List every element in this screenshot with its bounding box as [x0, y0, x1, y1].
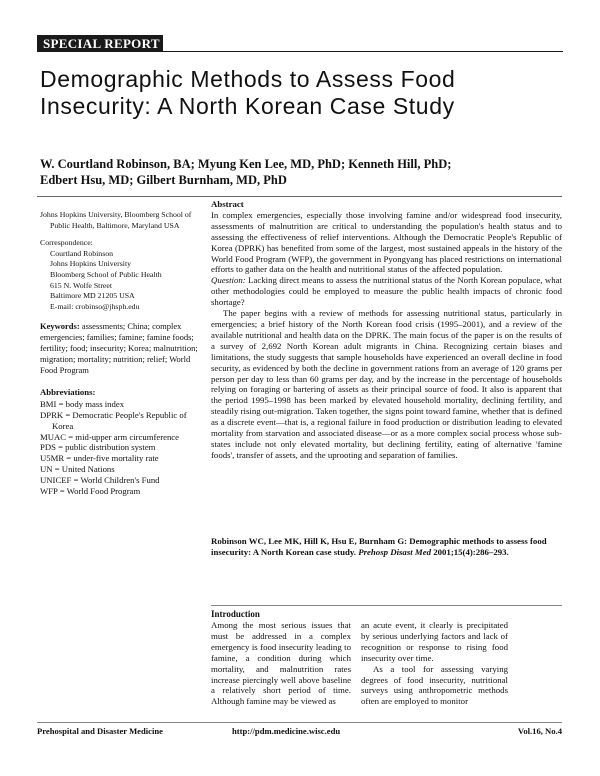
citation-journal: Prehosp Disast Med: [358, 547, 432, 557]
abbreviation-item: BMI = body mass index: [40, 399, 125, 410]
introduction-heading: Introduction: [211, 609, 260, 619]
correspondence-name: Courtland Robinson: [50, 248, 114, 258]
abstract-question: [211, 275, 562, 308]
abbreviations-heading: Abbreviations:: [40, 387, 96, 398]
correspondence: [40, 238, 198, 312]
correspondence-street: 615 N. Wolfe Street: [50, 280, 113, 290]
introduction-rule: [211, 605, 562, 606]
introduction-column-1: [211, 620, 351, 707]
keywords-text: assessments; China; complex emergencies; families; famine; famine foods; fertility; food; insecurity; Korea; malnutrition; migration; mortality; nutrition; relief; World Food Program: [40, 321, 198, 375]
affiliation-text: Johns Hopkins University, Bloomberg School of Public Health, Baltimore, Maryland USA: [40, 210, 192, 230]
affiliation: [40, 210, 198, 231]
abbreviation-item: UN = United Nations: [40, 463, 115, 474]
abbreviation-item: UNICEF = World Children's Fund: [40, 474, 160, 485]
keywords: [40, 321, 198, 375]
authors-rule: [37, 196, 562, 197]
footer-journal: Prehospital and Disaster Medicine: [37, 726, 163, 736]
introduction-column-2: [361, 620, 508, 707]
correspondence-email[interactable]: E-mail: crobinso@jhsph.edu: [50, 301, 140, 311]
footer-volume: Vol.16, No.4: [517, 726, 562, 736]
abstract-paragraph-1: In complex emergencies, especially those involving famine and/or widespread food insecurity, assessments of malnutrition are critical to understanding the population's health status and to assessing the effectiveness of relief interventions. Although the Democratic People's Republic of Korea (DPRK) has benefited from some of the largest, most sustained appeals in the history of the World Food Program (WFP), the government in Pyongyang has placed restrictions on international efforts to gather data on the health and nutritional status of the affected population.: [211, 209, 562, 275]
section-tag: SPECIAL REPORT: [37, 35, 163, 52]
abstract-paragraph-3: The paper begins with a review of methods for assessing nutritional status, particularly in emergencies; a brief history of the North Korean food crisis (1995–2001), and a review of the available nutritional and health data on the DPRK. The main focus of the paper is on the results of a survey of 2,692 North Korean adult migrants in China. Recognizing certain biases and limitations, the study suggests that sample households have experienced an overall decline in food security, as evidenced by both the decline in government rations from an average of 120 grams per person per day to less than 60 grams per day, and by the increase in the percentage of households relying on foraging or bartering of assets as their principal source of food. It also is apparent that the period 1995–1998 has been marked by elevated household mortality, declining fertility, and steadily rising out-migration. Taken together, the signs point toward famine, whether that is defined as a discrete event—that is, a regional failure in food production or distribution leading to elevated mortality from starvation and associated disease—or as a more complex social process whose sub-states include not only elevated mortality, but declining fertility, eating of alternative 'famine foods', transfer of assets, and the uprooting and separation of families.: [211, 308, 562, 460]
author-list: [40, 156, 560, 188]
authors-line-2: Edbert Hsu, MD; Gilbert Burnham, MD, PhD: [40, 173, 287, 187]
question-text: Lacking direct means to assess the nutritional status of the North Korean populace, what other methodologies could be employed to measure the public health impacts of chronic food shortage?: [211, 275, 562, 308]
article-title: [40, 66, 540, 120]
section-rule: [163, 51, 563, 52]
citation-text: Robinson WC, Lee MK, Hill K, Hsu E, Burnham G: Demographic methods to assess food insecurity: A North Korean case study.: [211, 536, 547, 557]
abstract-heading: Abstract: [211, 199, 244, 209]
authors-line-1: W. Courtland Robinson, BA; Myung Ken Lee, MD, PhD; Kenneth Hill, PhD;: [40, 157, 452, 171]
abbreviations: [40, 387, 198, 496]
abbreviation-item: PDS = public distribution system: [40, 442, 156, 453]
footer-url[interactable]: http://pdm.medicine.wisc.edu: [232, 726, 341, 736]
abbreviation-item: U5MR = under-five mortality rate: [40, 453, 159, 464]
citation-ref: 2001;15(4):286–293.: [433, 547, 509, 557]
introduction-col2-text-1: an acute event, it clearly is precipitated by serious underlying factors and lack of recognition or response to rising food insecurity over time.: [361, 620, 508, 663]
abbreviation-item: DPRK = Democratic People's Republic of Korea: [40, 409, 187, 431]
sidebar-column: [40, 210, 198, 496]
correspondence-school: Bloomberg School of Public Health: [50, 269, 162, 279]
introduction-col1-text: Among the most serious issues that must be addressed in a complex emergency is food insecurity leading to famine, a condition during which mortality, and malnutrition rates increase piercingly well above baseline a relatively short period of time. Although famine may be viewed as: [211, 620, 351, 707]
abbreviation-item: MUAC = mid-upper arm circumference: [40, 431, 180, 442]
title-line-1: Demographic Methods to Assess Food: [40, 66, 456, 92]
footer-rule: [37, 722, 562, 723]
question-label: Question:: [211, 275, 246, 286]
abstract: [211, 199, 562, 461]
correspondence-heading: Correspondence:: [40, 238, 93, 248]
correspondence-city: Baltimore MD 21205 USA: [50, 291, 135, 301]
correspondence-institution: Johns Hopkins University: [50, 259, 132, 269]
title-line-2: Insecurity: A North Korean Case Study: [40, 93, 455, 119]
citation: [211, 536, 562, 558]
abbreviation-item: WFP = World Food Program: [40, 485, 141, 496]
introduction-col2-text-2: As a tool for assessing varying degrees of food insecurity, nutritional surveys using anthropometric methods often are employed to monitor: [361, 663, 508, 707]
keywords-heading: Keywords:: [40, 321, 80, 332]
